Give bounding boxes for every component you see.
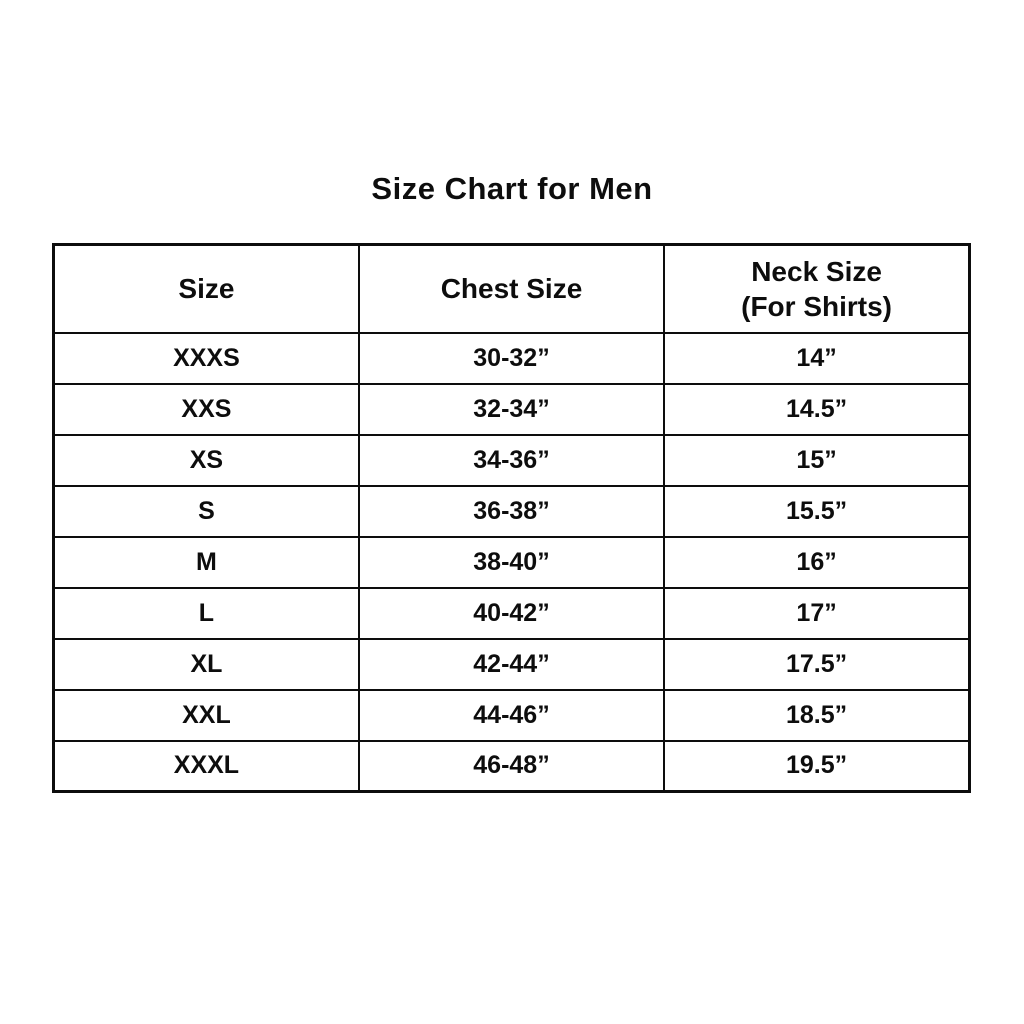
cell-size: M bbox=[54, 537, 359, 588]
column-header-chest-size bbox=[359, 245, 664, 333]
cell-neck-size: 16” bbox=[664, 537, 969, 588]
column-header-neck-size-sublabel: (For Shirts) bbox=[741, 290, 893, 322]
cell-chest-size: 44-46” bbox=[359, 690, 664, 741]
table-row bbox=[54, 384, 970, 435]
cell-chest-size: 42-44” bbox=[359, 639, 664, 690]
cell-size: XXS bbox=[54, 384, 359, 435]
cell-neck-size: 15” bbox=[664, 435, 969, 486]
cell-size: XXXS bbox=[54, 333, 359, 384]
cell-chest-size: 30-32” bbox=[359, 333, 664, 384]
cell-chest-size: 46-48” bbox=[359, 741, 664, 792]
column-header-chest-size-label: Chest Size bbox=[440, 273, 583, 305]
table-row bbox=[54, 537, 970, 588]
table-row bbox=[54, 741, 970, 792]
cell-chest-size: 38-40” bbox=[359, 537, 664, 588]
cell-size: S bbox=[54, 486, 359, 537]
size-table bbox=[52, 243, 971, 793]
cell-neck-size: 15.5” bbox=[664, 486, 969, 537]
cell-chest-size: 32-34” bbox=[359, 384, 664, 435]
table-header-row bbox=[54, 245, 970, 333]
cell-size: XS bbox=[54, 435, 359, 486]
cell-neck-size: 17” bbox=[664, 588, 969, 639]
table-row bbox=[54, 333, 970, 384]
table-row bbox=[54, 690, 970, 741]
cell-neck-size: 19.5” bbox=[664, 741, 969, 792]
cell-size: XXL bbox=[54, 690, 359, 741]
column-header-neck-size-label: Neck Size bbox=[751, 255, 882, 287]
cell-neck-size: 14” bbox=[664, 333, 969, 384]
cell-size: L bbox=[54, 588, 359, 639]
cell-size: XL bbox=[54, 639, 359, 690]
page-title: Size Chart for Men bbox=[371, 171, 653, 206]
column-header-neck-size bbox=[664, 245, 969, 333]
cell-neck-size: 14.5” bbox=[664, 384, 969, 435]
cell-neck-size: 17.5” bbox=[664, 639, 969, 690]
cell-chest-size: 34-36” bbox=[359, 435, 664, 486]
table-row bbox=[54, 435, 970, 486]
cell-size: XXXL bbox=[54, 741, 359, 792]
table-row bbox=[54, 588, 970, 639]
cell-chest-size: 40-42” bbox=[359, 588, 664, 639]
cell-chest-size: 36-38” bbox=[359, 486, 664, 537]
table-row bbox=[54, 486, 970, 537]
table-row bbox=[54, 639, 970, 690]
column-header-size bbox=[54, 245, 359, 333]
cell-neck-size: 18.5” bbox=[664, 690, 969, 741]
column-header-size-label: Size bbox=[178, 273, 235, 305]
